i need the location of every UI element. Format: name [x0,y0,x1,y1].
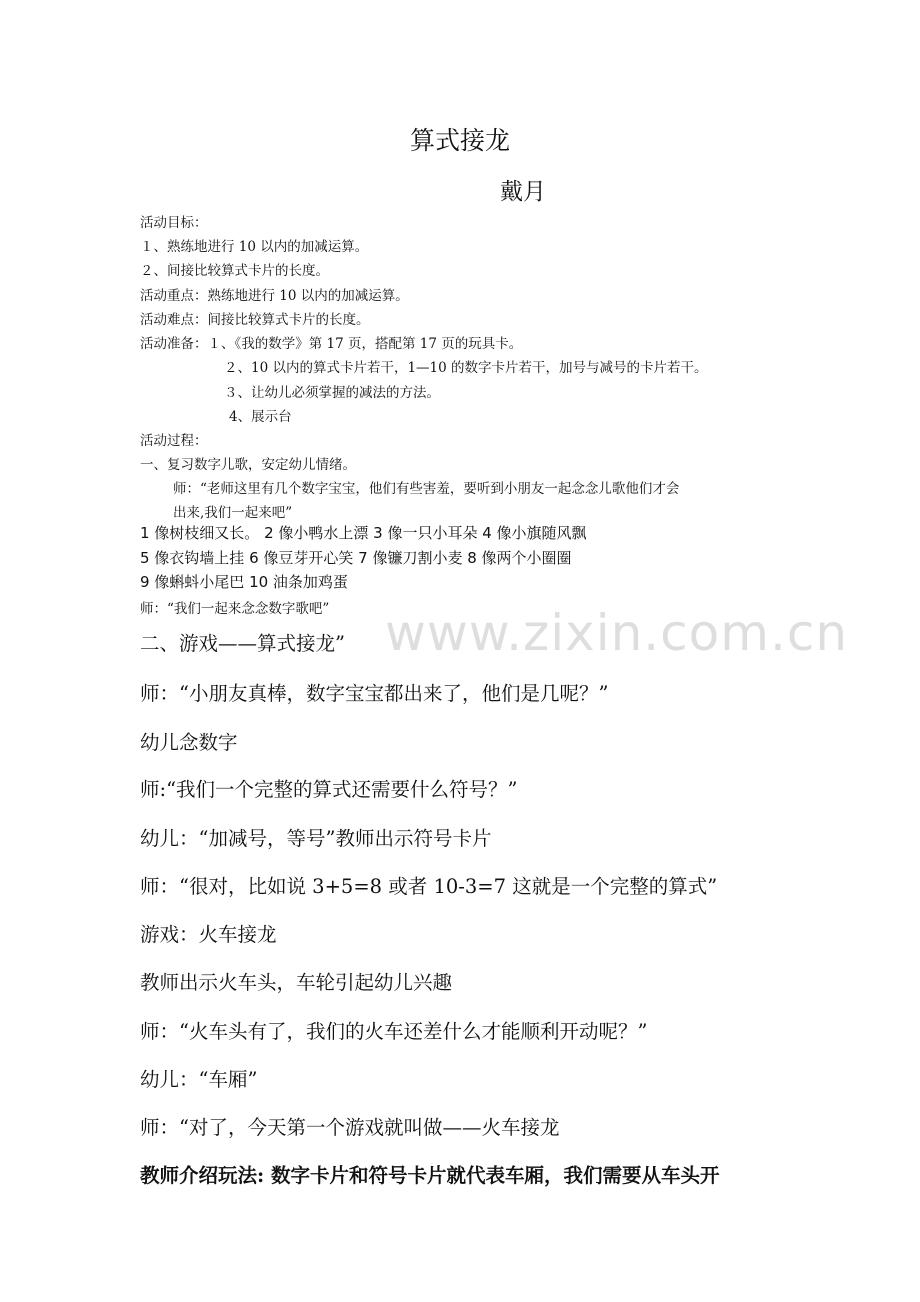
text-line: 师：“对了，今天第一个游戏就叫做——火车接龙 [140,1116,560,1139]
text-line: １、熟练地进行 10 以内的加减运算。 [140,239,369,255]
text-line: 9 像蝌蚪小尾巴 10 油条加鸡蛋 [140,573,348,591]
text-line: 师:“我们一个完整的算式还需要什么符号？” [140,778,518,801]
text-line: 出来,我们一起来吧” [173,505,293,521]
document-author: 戴月 [500,179,546,205]
text-line: 幼儿念数字 [140,731,238,754]
text-line: 教师出示火车头，车轮引起幼儿兴趣 [140,971,453,994]
text-line: 1 像树枝细又长。 2 像小鸭水上漂 3 像一只小耳朵 4 像小旗随风飘 [140,524,587,542]
text-line: 教师介绍玩法: 数字卡片和符号卡片就代表车厢，我们需要从车头开 [140,1164,720,1187]
text-line: 活动难点：间接比较算式卡片的长度。 [140,312,370,328]
text-line: 活动目标： [140,215,208,231]
text-line: 师：“老师这里有几个数字宝宝，他们有些害羞，要听到小朋友一起念念儿歌他们才会 [173,481,680,497]
watermark: www.zixin.com.cn [385,604,849,662]
text-line: 一、复习数字儿歌，安定幼儿情绪。 [140,457,356,473]
text-line: 幼儿：“车厢” [140,1068,258,1091]
text-line: 4、展示台 [229,409,292,425]
text-line: 活动准备：１、《我的数学》第 17 页，搭配第 17 页的玩具卡。 [140,336,523,352]
text-line: 师：“火车头有了，我们的火车还差什么才能顺利开动呢？” [140,1020,648,1043]
text-line: ２、10 以内的算式卡片若干，1—10 的数字卡片若干，加号与减号的卡片若干。 [224,360,708,376]
text-line: 幼儿：“加减号，等号”教师出示符号卡片 [140,827,492,850]
text-line: ２、间接比较算式卡片的长度。 [140,263,329,279]
text-line: 活动重点：熟练地进行 10 以内的加减运算。 [140,288,409,304]
text-line: ３、让幼儿必须掌握的减法的方法。 [224,385,440,401]
text-line: 5 像衣钩墙上挂 6 像豆芽开心笑 7 像镰刀割小麦 8 像两个小圈圈 [140,549,572,567]
text-line: 游戏：火车接龙 [140,923,277,946]
text-line: 师：“很对，比如说 3+5=8 或者 10-3=7 这就是一个完整的算式” [140,875,718,898]
text-line: 师：“我们一起来念念数字歌吧” [140,601,330,617]
text-line: 二、游戏——算式接龙” [140,632,345,655]
text-line: 师：“小朋友真棒，数字宝宝都出来了，他们是几呢？” [140,682,609,705]
document-title: 算式接龙 [409,126,510,155]
text-line: 活动过程： [140,433,208,449]
